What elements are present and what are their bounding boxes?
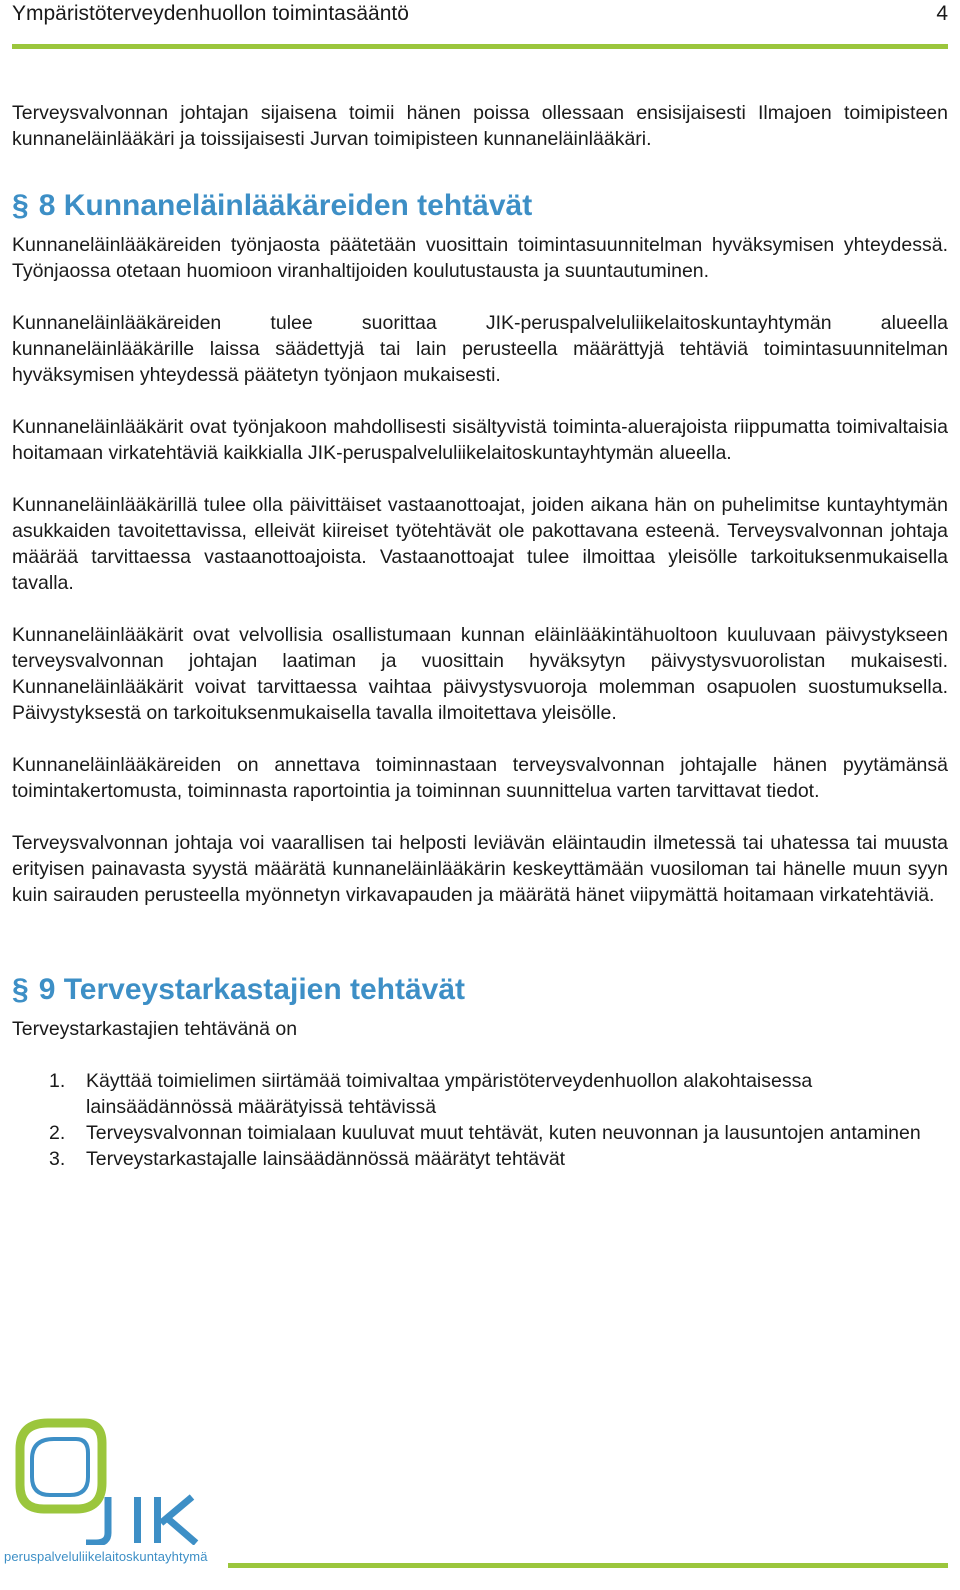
page-header [12,0,948,44]
paragraph: Kunnaneläinlääkäreiden tulee suorittaa JIK-peruspalveluliikelaitoskuntayhtymän alueella kunnaneläinlääkärille laissa säädettyjä tai lain perusteella määrättyjä tehtäviä toimintasuunnitelman hyväksymisen yhteydessä päätetyn työnjaon mukaisesti. [12,312,948,386]
page-footer [0,1415,960,1590]
section-symbol: § [12,973,29,1006]
task-list [12,1068,948,1172]
section-title: 9 Terveystarkastajien tehtävät [38,973,466,1006]
list-number: 1. [49,1070,66,1092]
paragraph: Kunnaneläinlääkärit ovat velvollisia osallistumaan kunnan eläinlääkintähuoltoon kuuluvaan päivystykseen terveysvalvonnan johtajan laatiman ja vuosittain hyväksytyn päivystysvuorolistan mukaisesti. Kunnaneläinlääkärit voivat tarvittaessa vaihtaa päivystysvuoroja molemman osapuolen suostumuksella. Päivystyksestä on tarkoituksenmukaisella tavalla ilmoitettava yleisölle. [12,624,948,724]
list-item [12,1068,948,1120]
section-heading [12,186,948,226]
list-text: Terveystarkastajalle lainsäädännössä määrätyt tehtävät [86,1148,566,1170]
list-number: 2. [49,1122,66,1144]
paragraph: Terveysvalvonnan johtaja voi vaarallisen tai helposti leviävän eläintaudin ilmetessä tai uhatessa tai muusta erityisen painavasta syystä määrätä kunnaneläinlääkärin keskeyttämään vuosiloman tai hänelle muun syyn kuin sairauden perusteella myönnetyn virkavapauden ja määrätä hänet viipymättä hoitamaan virkatehtäviä. [12,832,948,906]
list-text: Terveysvalvonnan toimialaan kuuluvat muut tehtävät, kuten neuvonnan ja lausuntojen antaminen [86,1122,921,1144]
jik-logo [14,1415,214,1545]
logo-caption: peruspalveluliikelaitoskuntayhtymä [4,1549,208,1564]
list-item [12,1146,948,1172]
paragraph: Kunnaneläinlääkärit ovat työnjakoon mahdollisesti sisältyvistä toiminta-aluerajoista riippumatta toimivaltaisia hoitamaan virkatehtäviä kaikkialla JIK-peruspalveluliikelaitoskuntayhtymän alueella. [12,416,948,464]
document-title: Ympäristöterveydenhuollon toimintasääntö [12,2,409,25]
list-item [12,1120,948,1146]
section-title: 8 Kunnaneläinlääkäreiden tehtävät [38,189,533,222]
section-8 [12,186,948,908]
section-heading [12,970,948,1010]
section-9 [12,970,948,1172]
section-symbol: § [12,189,29,222]
paragraph: Kunnaneläinlääkärillä tulee olla päivittäiset vastaanottoajat, joiden aikana hän on puhelimitse kuntayhtymän asukkaiden tavoitettavissa, elleivät kiireiset työtehtävät ole pakottavana esteenä. Terveysvalvonnan johtaja määrää tarvittaessa vastaanottoajoista. Vastaanottoajat tulee ilmoittaa yleisölle tarkoituksenmukaisella tavalla. [12,494,948,594]
list-number: 3. [49,1148,66,1170]
paragraph: Kunnaneläinlääkäreiden on annettava toiminnastaan terveysvalvonnan johtajalle hänen pyytämänsä toimintakertomusta, toiminnasta raportointia ja toiminnan suunnittelua varten tarvittavat tiedot. [12,754,948,802]
intro-paragraph: Terveysvalvonnan johtajan sijaisena toimii hänen poissa ollessaan ensisijaisesti Ilmajoen toimipisteen kunnaneläinlääkäri ja toissijaisesti Jurvan toimipisteen kunnaneläinlääkäri. [12,102,948,150]
document-body [12,100,948,1172]
footer-divider [228,1563,948,1568]
header-divider [12,44,948,49]
page-number: 4 [936,2,948,25]
paragraph: Kunnaneläinlääkäreiden työnjaosta päätetään vuosittain toimintasuunnitelman hyväksymisen yhteydessä. Työnjaossa otetaan huomioon viranhaltijoiden koulutustausta ja suuntautuminen. [12,234,948,282]
list-lead: Terveystarkastajien tehtävänä on [12,1018,298,1040]
list-text: Käyttää toimielimen siirtämää toimivaltaa ympäristöterveydenhuollon alakohtaisessa lainsäädännössä määrätyissä tehtävissä [86,1070,813,1118]
